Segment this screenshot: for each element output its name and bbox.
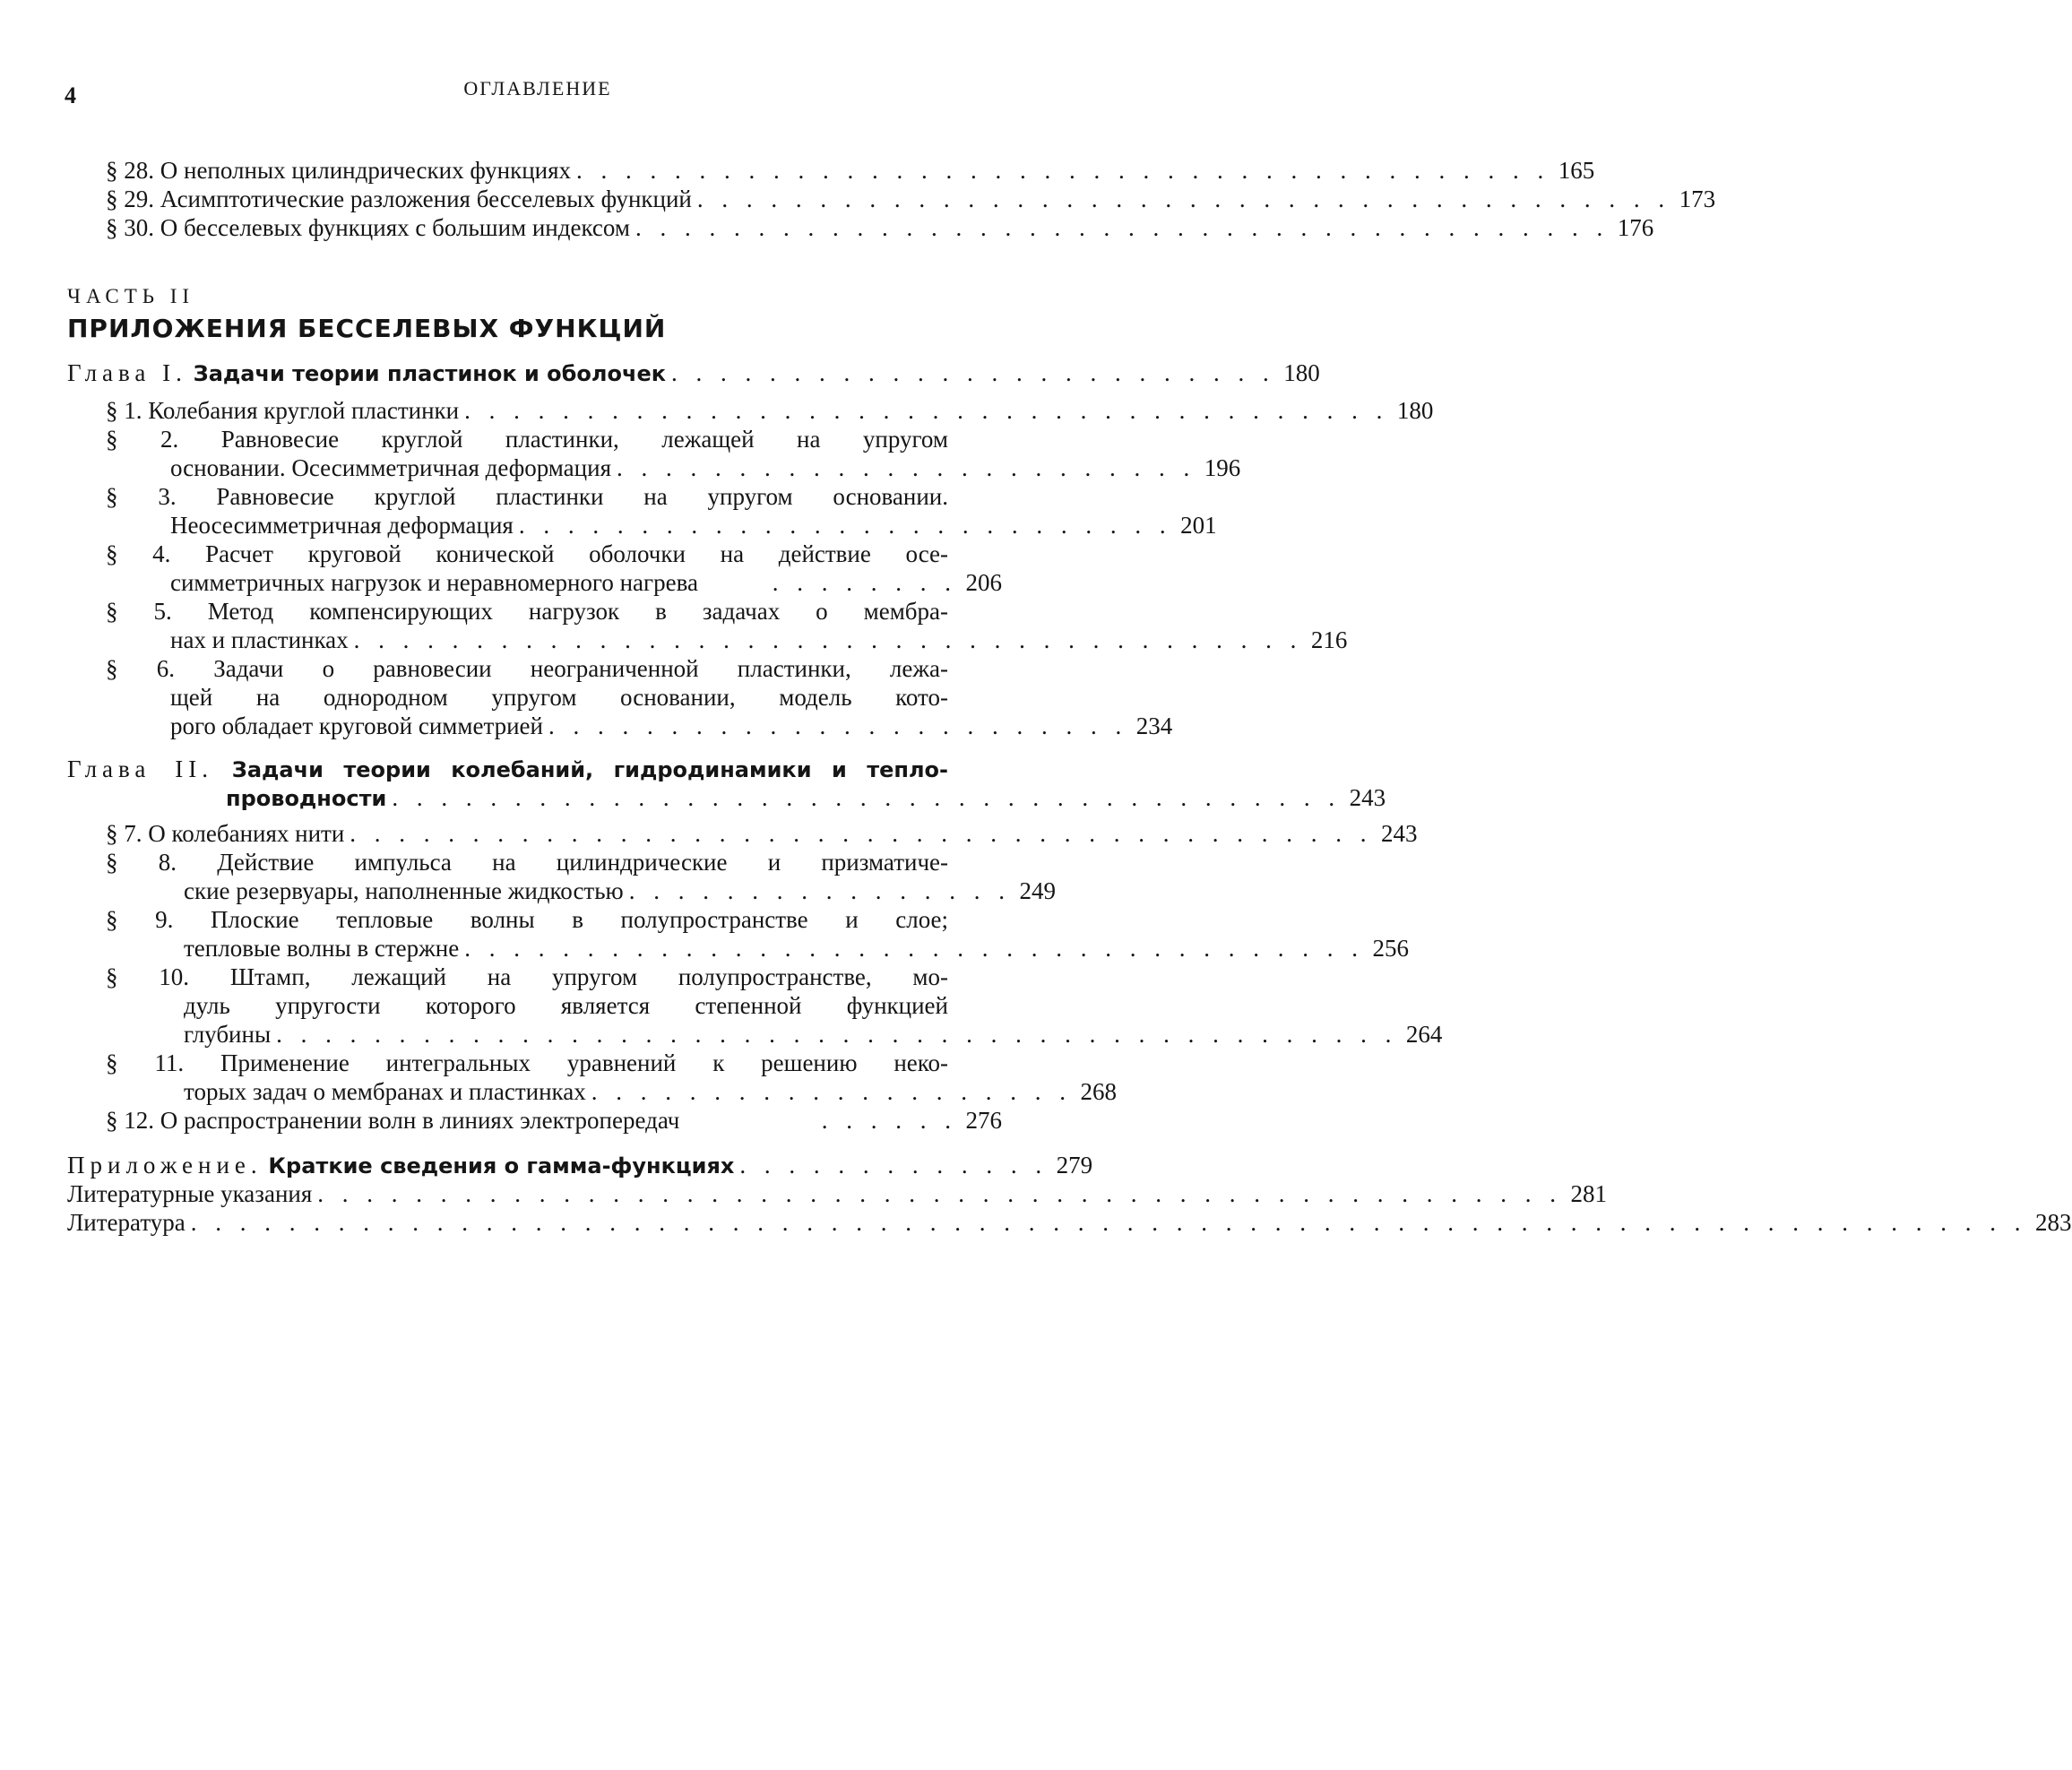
section-title-line: Метод компенсирующих нагрузок в задачах о мембра- xyxy=(207,598,949,625)
section-title-line: Расчет круговой конической оболочки на действие осе- xyxy=(205,540,948,567)
toc-entry-11-line-1 xyxy=(106,1049,948,1077)
section-number: § 29. xyxy=(106,186,154,212)
page-ref: 206 xyxy=(965,569,1002,596)
toc-entry-2-line-2 xyxy=(170,453,1241,482)
page-ref: 256 xyxy=(1372,935,1409,962)
appendix-title: Краткие сведения о гамма-функциях xyxy=(268,1153,735,1179)
back-matter-literature xyxy=(67,1208,2072,1237)
section-title: О неполных цилиндрических функциях xyxy=(160,157,572,184)
section-title-line: Действие импульса на цилиндрические и призматиче- xyxy=(217,849,949,876)
leader-dots: . . . . . . . . . . . . . . . . . . . . . . . . . . . . . . . . . . . . . . xyxy=(464,397,1389,424)
section-title-line: Неосесимметричная деформация xyxy=(170,512,514,539)
toc-entry-30 xyxy=(106,213,1654,242)
leader-dots: . . . . . . . . . . . . . . . . . . . . . . . . . . . . . . . . . . . . . . . xyxy=(392,784,1342,811)
leader-dots: . . . . . . . . . . . . . . . . xyxy=(628,877,1011,904)
section-number: § 11. xyxy=(106,1049,185,1076)
section-title-line: глубины xyxy=(184,1021,272,1048)
chapter-1-heading xyxy=(67,358,1320,388)
chapter-prefix: Глава I. xyxy=(67,359,187,386)
page-ref: 165 xyxy=(1558,157,1595,184)
section-title-line: Задачи о равновесии неограниченной пластинки, лежа- xyxy=(213,655,949,682)
section-title-line: основании. Осесимметричная деформация xyxy=(170,454,611,481)
section-number: § 8. xyxy=(106,849,177,876)
section-title-line: щей на однородном упругом основании, модель кото- xyxy=(170,684,948,711)
section-title-line: Штамп, лежащий на упругом полупространстве, мо- xyxy=(229,963,949,990)
toc-entry-2-line-1 xyxy=(106,425,948,453)
leader-dots: . . . . . . . . . . . . . . . . . . . . . . . . . . . . . . . . . . . . . . . . xyxy=(576,157,1550,184)
leader-dots: . . . . . . . . . . . . . . . . . . . . . . . . . . . . . . . . . . . . . . . . xyxy=(635,214,1610,241)
page-ref: 196 xyxy=(1204,454,1241,481)
section-title-line: Применение интегральных уравнений к решению неко- xyxy=(220,1049,949,1076)
toc-entry-9-line-2 xyxy=(184,934,1409,963)
section-title-line: тепловые волны в стержне xyxy=(184,935,460,962)
section-title: О распространении волн в линиях электропередач xyxy=(160,1107,680,1134)
section-number: § 28. xyxy=(106,157,154,184)
section-title-line: дуль упругости которого является степенной функцией xyxy=(184,992,948,1019)
running-title: ОГЛАВЛЕНИЕ xyxy=(463,77,612,99)
chapter-title-line: проводности xyxy=(226,786,387,811)
page-ref: 281 xyxy=(1570,1180,1608,1207)
chapter-title: Задачи теории пластинок и оболочек xyxy=(193,361,667,386)
section-title: О колебаниях нити xyxy=(148,820,345,847)
section-number: § 10. xyxy=(106,963,190,990)
leader-dots: . . . . . . . . . . . . . . . . . . . . . . . . . . . . . . . . . . . . . . . . . . . . . . . . . . . xyxy=(317,1180,1563,1207)
page-ref: 249 xyxy=(1019,877,1056,904)
leader-dots: . . . . . . . . . . . . . . . . . . . . . . . . xyxy=(548,712,1128,739)
leader-dots: . . . . . . . . . . . . . . . . . . . . . . . . . . . . . . . . . . . . . . . . . . . . . . . . . . . . . . . . . . . . . . . . . . . . . . . . . . . xyxy=(190,1209,2027,1236)
page-ref: 216 xyxy=(1310,626,1348,653)
toc-entry-6-line-2 xyxy=(170,683,948,712)
leader-dots: . . . . . . . . . . . . . . . . . . . . . . . . . . . . . . . . . . . . . . . . xyxy=(696,186,1671,212)
appendix-prefix: Приложение. xyxy=(67,1152,263,1179)
chapter-2-heading-line-1 xyxy=(67,755,948,784)
leader-dots: . . . . . . xyxy=(821,1107,957,1134)
leader-dots: . . . . . . . . . . . . . xyxy=(739,1152,1049,1179)
page-ref: 243 xyxy=(1381,820,1418,847)
toc-entry-9-line-1 xyxy=(106,905,948,934)
section-title-line: Плоские тепловые волны в полупространстве и слое; xyxy=(210,906,949,933)
chapter-title-line: Задачи теории колебаний, гидродинамики и тепло- xyxy=(231,757,948,782)
section-number: § 6. xyxy=(106,655,175,682)
toc-entry-8-line-2 xyxy=(184,876,1056,905)
leader-dots: . . . . . . . . . . . . . . . . . . . . xyxy=(591,1078,1072,1105)
page-ref: 279 xyxy=(1056,1152,1093,1179)
toc-entry-10-line-2 xyxy=(184,991,948,1020)
toc-entry-8-line-1 xyxy=(106,848,948,876)
part-label: ЧАСТЬ II xyxy=(67,285,195,307)
section-title-line: нах и пластинках xyxy=(170,626,349,653)
section-number: § 7. xyxy=(106,820,142,847)
section-title-line: симметричных нагрузок и неравномерного нагрева xyxy=(170,569,698,596)
page-ref: 201 xyxy=(1180,512,1217,539)
back-matter-literature-notes xyxy=(67,1179,1608,1208)
section-number: § 30. xyxy=(106,214,154,241)
toc-entry-1 xyxy=(106,396,1434,425)
chapter-2-heading-line-2 xyxy=(226,783,1386,813)
page-ref: 283 xyxy=(2035,1209,2072,1236)
leader-dots: . . . . . . . . . . . . . . . . . . . . . . . . . xyxy=(671,359,1275,386)
page-ref: 176 xyxy=(1617,214,1654,241)
leader-dots: . . . . . . . . . . . . . . . . . . . . . . . . . . . . . . . . . . . . . . . xyxy=(353,626,1303,653)
page-ref: 180 xyxy=(1396,397,1434,424)
toc-entry-3-line-1 xyxy=(106,482,948,511)
page-ref: 264 xyxy=(1405,1021,1443,1048)
leader-dots: . . . . . . . . . . . . . . . . . . . . . . . . . . . xyxy=(518,512,1172,539)
section-title-line: рого обладает круговой симметрией xyxy=(170,712,543,739)
page-ref: 234 xyxy=(1135,712,1173,739)
page-ref: 243 xyxy=(1349,784,1386,811)
page-ref: 180 xyxy=(1283,359,1320,386)
toc-entry-12 xyxy=(106,1106,1002,1135)
toc-entry-10-line-3 xyxy=(184,1020,1443,1049)
section-number: § 1. xyxy=(106,397,142,424)
leader-dots: . . . . . . . . . . . . . . . . . . . . . . . . . . . . . . . . . . . . . xyxy=(464,935,1364,962)
toc-entry-28 xyxy=(106,156,1595,185)
section-number: § 5. xyxy=(106,598,172,625)
section-title-line: Равновесие круглой пластинки, лежащей на упругом xyxy=(220,426,948,453)
toc-entry-29 xyxy=(106,185,1716,213)
section-number: § 12. xyxy=(106,1107,154,1134)
part-title: ПРИЛОЖЕНИЯ БЕССЕЛЕВЫХ ФУНКЦИЙ xyxy=(67,314,667,343)
toc-entry-3-line-2 xyxy=(170,511,1217,540)
leader-dots: . . . . . . . . . . . . . . . . . . . . . . . . . . . . . . . . . . . . . . . . . . xyxy=(350,820,1373,847)
page-ref: 173 xyxy=(1679,186,1716,212)
page-ref: 268 xyxy=(1080,1078,1117,1105)
entry-title: Литературные указания xyxy=(67,1180,313,1207)
toc-entry-7 xyxy=(106,819,1418,848)
section-title-line: Равновесие круглой пластинки на упругом основании. xyxy=(216,483,949,510)
section-number: § 3. xyxy=(106,483,177,510)
section-number: § 2. xyxy=(106,426,179,453)
leader-dots: . . . . . . . . . . . . . . . . . . . . . . . . . . . . . . . . . . . . . . . . . . . . . . xyxy=(276,1021,1398,1048)
section-title: Асимптотические разложения бесселевых функций xyxy=(160,186,692,212)
toc-entry-4-line-2 xyxy=(170,568,1002,597)
toc-entry-11-line-2 xyxy=(184,1077,1117,1106)
chapter-prefix: Глава II. xyxy=(67,755,213,782)
page-number: 4 xyxy=(65,82,76,108)
section-title: Колебания круглой пластинки xyxy=(148,397,460,424)
toc-entry-4-line-1 xyxy=(106,540,948,568)
toc-entry-5-line-1 xyxy=(106,597,948,626)
toc-entry-10-line-1 xyxy=(106,963,948,991)
leader-dots: . . . . . . . . xyxy=(772,569,957,596)
toc-entry-6-line-3 xyxy=(170,712,1173,740)
section-title: О бесселевых функциях с большим индексом xyxy=(160,214,630,241)
toc-entry-6-line-1 xyxy=(106,654,948,683)
leader-dots: . . . . . . . . . . . . . . . . . . . . . . . . xyxy=(617,454,1196,481)
section-title-line: ские резервуары, наполненные жидкостью xyxy=(184,877,624,904)
page-ref: 276 xyxy=(965,1107,1002,1134)
section-number: § 4. xyxy=(106,540,171,567)
entry-title: Литература xyxy=(67,1209,186,1236)
toc-entry-5-line-2 xyxy=(170,626,1348,654)
section-number: § 9. xyxy=(106,906,174,933)
appendix-entry xyxy=(67,1151,1093,1180)
section-title-line: торых задач о мембранах и пластинках xyxy=(184,1078,586,1105)
